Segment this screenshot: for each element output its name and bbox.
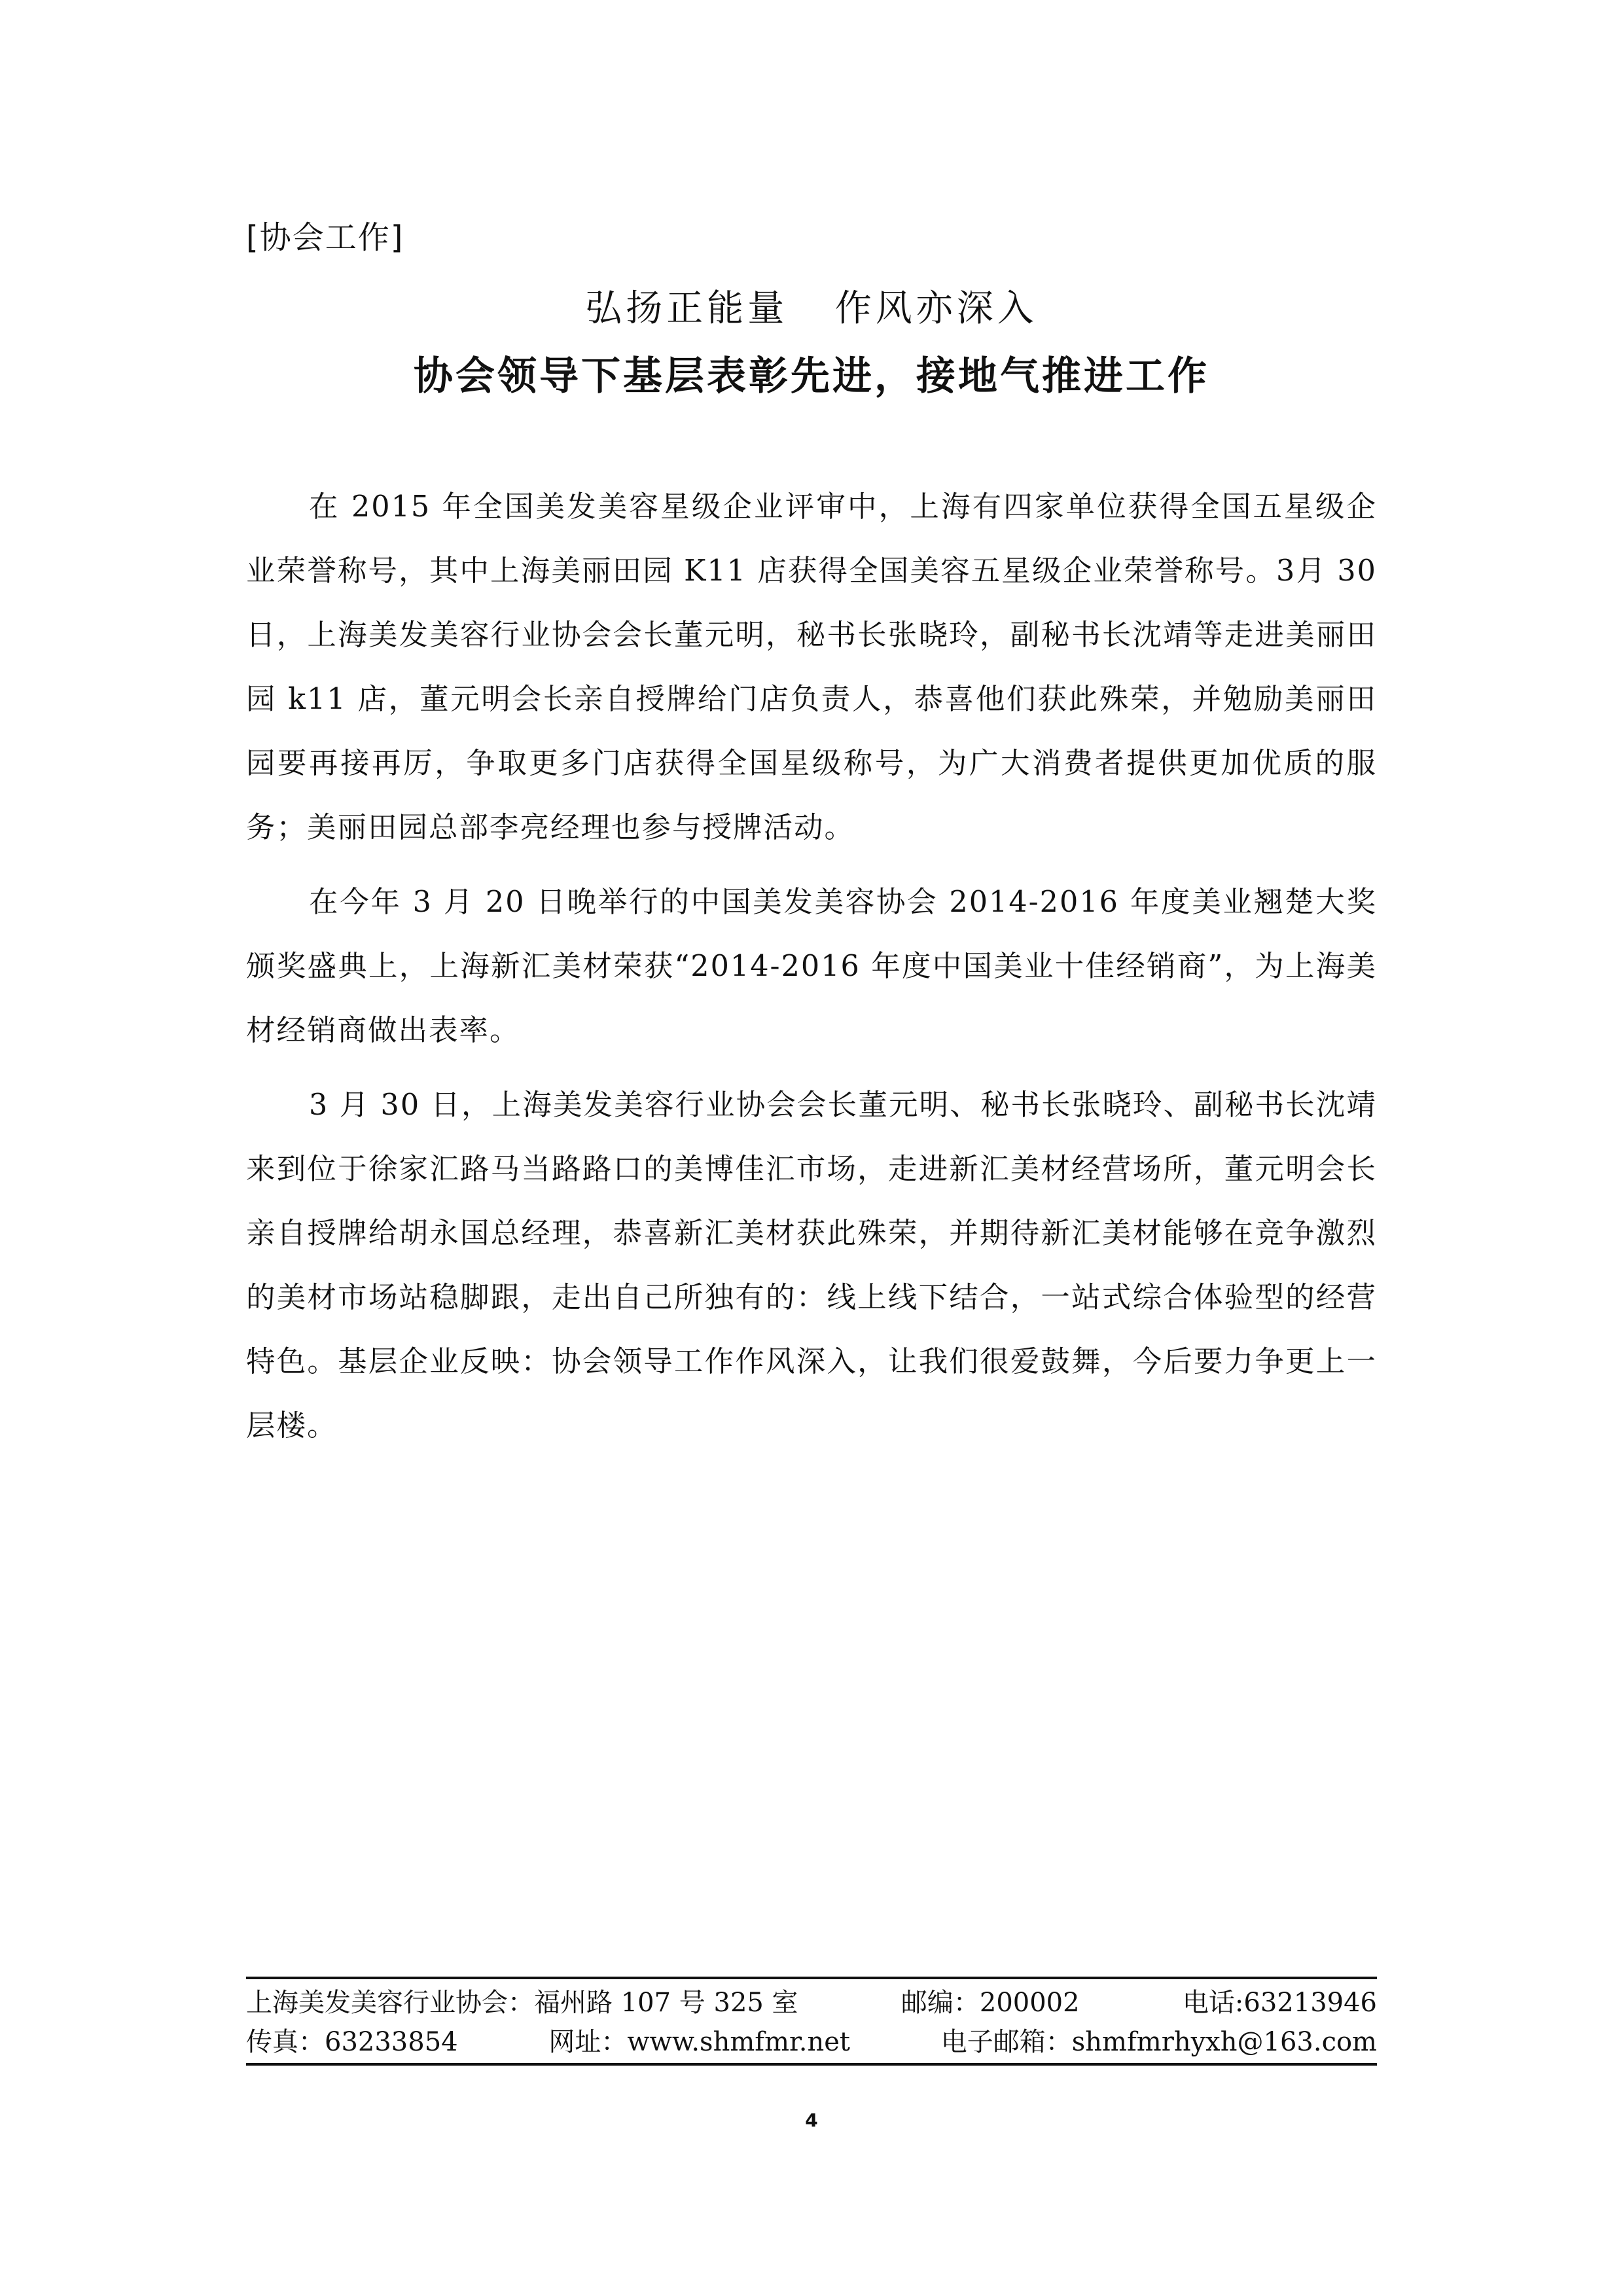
footer-top-rule [246, 1977, 1377, 1979]
footer-email: 电子邮箱：shmfmrhyxh@163.com [940, 2027, 1377, 2057]
footer-association-address: 上海美发美容行业协会：福州路 107 号 325 室 [246, 1988, 798, 2018]
paragraph-1: 在 2015 年全国美发美容星级企业评审中，上海有四家单位获得全国五星级企业荣誉称号，其中上海美丽田园 K11 店获得全国美容五星级企业荣誉称号。3月 30 日，上海美发美容行业协会会长董元明，秘书长张晓玲，副秘书长沈靖等走进美丽田园 k11 店，董元明会长亲自授牌给门店负责人，恭喜他们获此殊荣，并勉励美丽田园要再接再厉，争取更多门店获得全国星级称号，为广大消费者提供更加优质的服务；美丽田园总部李亮经理也参与授牌活动。 [246, 490, 1377, 844]
footer-contact-line-1 [246, 1983, 1377, 2022]
article-title: 协会领导下基层表彰先进，接地气推进工作 [414, 353, 1209, 399]
footer-bottom-rule [246, 2063, 1377, 2066]
paragraph-2: 在今年 3 月 20 日晚举行的中国美发美容协会 2014-2016 年度美业翘楚大奖颁奖盛典上，上海新汇美材荣获“2014-2016 年度中国美业十佳经销商”，为上海美材经销商做出表率。 [246, 886, 1377, 1047]
section-tag: [协会工作] [246, 219, 404, 256]
footer-website: 网址：www.shmfmr.net [548, 2027, 850, 2057]
footer-phone: 电话:63213946 [1182, 1988, 1377, 2018]
footer-contact-line-2 [246, 2022, 1377, 2062]
article-subtitle: 弘扬正能量 作风亦深入 [585, 287, 1038, 330]
footer-postcode: 邮编：200002 [901, 1988, 1080, 2018]
page-number: 4 [805, 2109, 818, 2131]
footer-fax: 传真：63233854 [246, 2027, 458, 2057]
article-body [246, 475, 1377, 1469]
paragraph-3: 3 月 30 日，上海美发美容行业协会会长董元明、秘书长张晓玲、副秘书长沈靖来到位于徐家汇路马当路路口的美博佳汇市场，走进新汇美材经营场所，董元明会长亲自授牌给胡永国总经理，恭喜新汇美材获此殊荣，并期待新汇美材能够在竞争激烈的美材市场站稳脚跟，走出自己所独有的：线上线下结合，一站式综合体验型的经营特色。基层企业反映：协会领导工作作风深入，让我们很爱鼓舞，今后要力争更上一层楼。 [246, 1088, 1377, 1443]
